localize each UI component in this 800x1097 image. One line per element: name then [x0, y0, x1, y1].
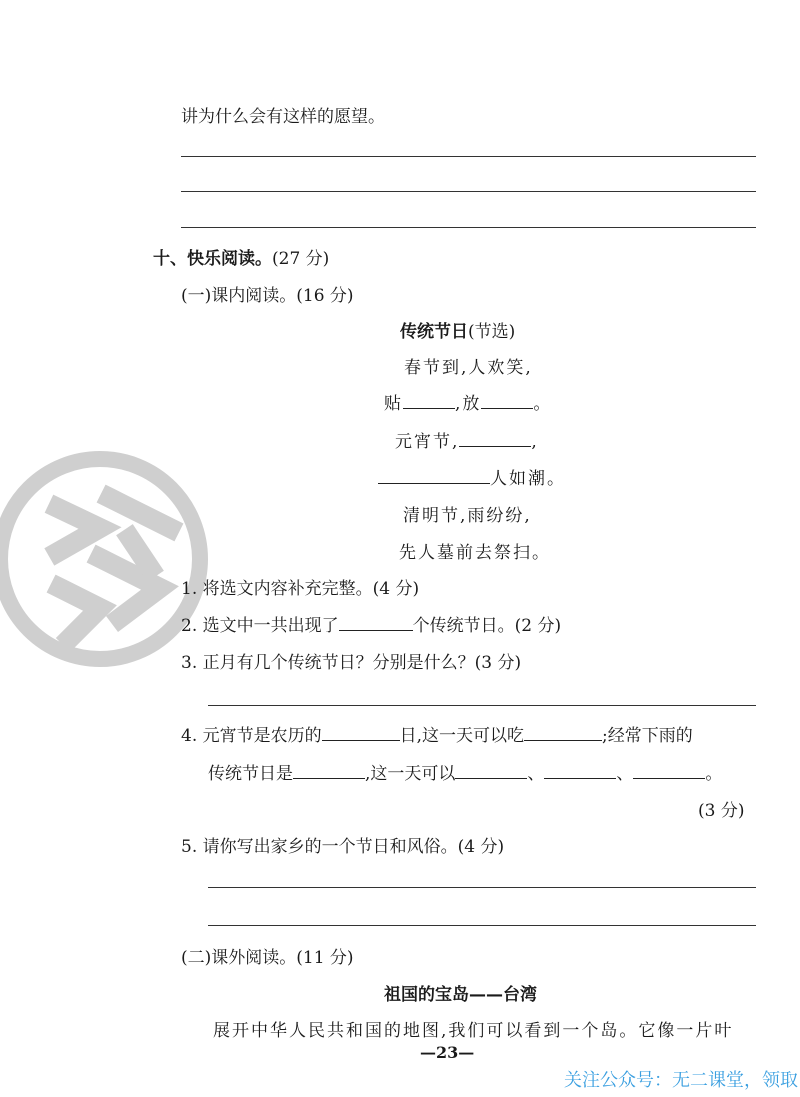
q4-text-h: 。: [705, 764, 723, 784]
poem-text: ,: [531, 432, 539, 452]
q4-text-e: ,这一天可以: [365, 764, 456, 784]
question-1: 1. 将选文内容补充完整。(4 分): [181, 579, 420, 599]
poem-blank[interactable]: [403, 391, 455, 409]
promo-text: 关注公众号：无二课堂，领取: [564, 1070, 798, 1091]
poem-blank[interactable]: [378, 466, 490, 484]
q4-score: (3 分): [698, 801, 745, 821]
q2-blank[interactable]: [339, 613, 413, 631]
answer-line-1[interactable]: [181, 156, 756, 157]
q3-answer-line[interactable]: [208, 705, 756, 706]
q4-text-d: 传统节日是: [208, 764, 293, 784]
intro-line: 讲为什么会有这样的愿望。: [181, 107, 385, 127]
poem-text: ,放: [455, 394, 482, 414]
section-heading: [153, 244, 329, 269]
watermark-seal: [0, 448, 222, 670]
question-3: 3. 正月有几个传统节日？分别是什么？(3 分): [181, 653, 522, 673]
poem-line: 清明节,雨纷纷,: [403, 506, 532, 526]
page-number: —23—: [420, 1043, 475, 1062]
q5-answer-line-1[interactable]: [208, 887, 756, 888]
poem-title: [400, 317, 515, 342]
poem-line: 先人墓前去祭扫。: [399, 543, 551, 563]
section-score: (27 分): [272, 249, 330, 269]
poem-title-text: 传统节日: [400, 322, 468, 342]
answer-line-2[interactable]: [181, 191, 756, 192]
q4-blank-6[interactable]: [633, 761, 705, 779]
poem-title-note: (节选): [468, 322, 516, 342]
poem-line: [384, 389, 552, 414]
q2-text-a: 2. 选文中一共出现了: [181, 616, 339, 636]
poem-line: [378, 464, 566, 489]
section-title: 十、快乐阅读。: [153, 249, 272, 269]
question-2: [181, 611, 561, 636]
poem-text: 。: [533, 394, 553, 414]
q4-blank-2[interactable]: [524, 723, 602, 741]
q2-text-b: 个传统节日。(2 分): [412, 616, 562, 636]
poem-line: [395, 427, 539, 452]
question-4-line1: [181, 721, 693, 746]
q4-blank-4[interactable]: [455, 761, 527, 779]
part2-heading: (二)课外阅读。(11 分): [181, 948, 354, 968]
question-4-line2: [208, 759, 722, 784]
poem-text: 贴: [384, 394, 403, 414]
q4-text-f: 、: [527, 764, 545, 784]
q4-text-a: 4. 元宵节是农历的: [181, 726, 322, 746]
q4-text-g: 、: [616, 764, 634, 784]
poem-text: 元宵节,: [395, 432, 460, 452]
part2-title: 祖国的宝岛——台湾: [384, 985, 537, 1005]
q4-blank-5[interactable]: [544, 761, 616, 779]
q4-blank-3[interactable]: [293, 761, 365, 779]
part1-heading: (一)课内阅读。(16 分): [181, 286, 354, 306]
poem-blank[interactable]: [459, 429, 531, 447]
q4-blank-1[interactable]: [322, 723, 400, 741]
poem-line: 春节到,人欢笑,: [404, 358, 533, 378]
q4-text-c: ;经常下雨的: [602, 726, 693, 746]
poem-text: 人如潮。: [490, 469, 566, 489]
part2-first-line: 展开中华人民共和国的地图,我们可以看到一个岛。它像一片叶: [213, 1021, 734, 1041]
q4-text-b: 日,这一天可以吃: [399, 726, 525, 746]
q5-answer-line-2[interactable]: [208, 925, 756, 926]
poem-blank[interactable]: [481, 391, 533, 409]
question-5: 5. 请你写出家乡的一个节日和风俗。(4 分): [181, 837, 505, 857]
answer-line-3[interactable]: [181, 227, 756, 228]
